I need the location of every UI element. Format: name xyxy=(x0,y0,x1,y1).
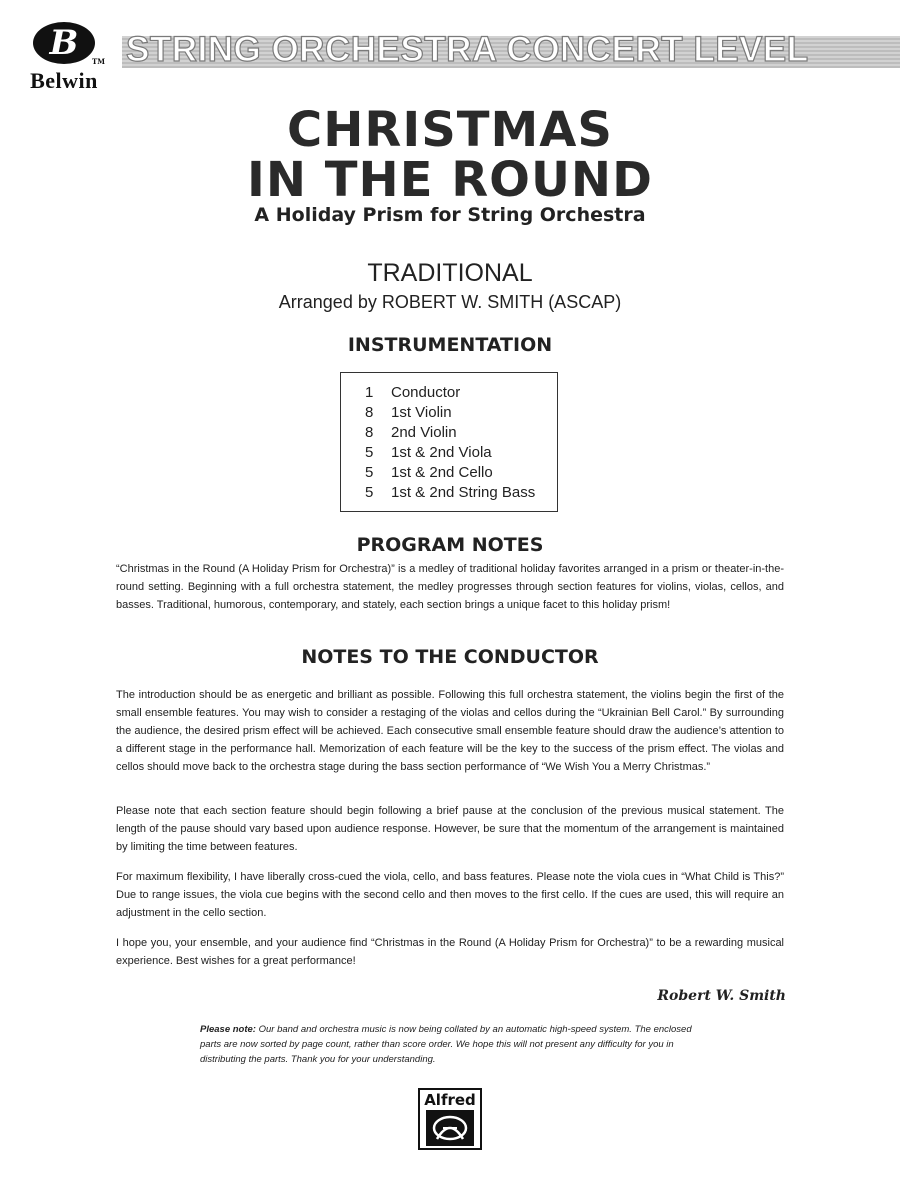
footnote-text: Our band and orchestra music is now being collated by an automatic high-speed system. The enclosed parts are now sorted by page count, rather than score order. We hope this will not present any difficulty for you in distributing the parts. Thank you for your understanding. xyxy=(200,1024,692,1065)
conductor-notes-paragraph: The introduction should be as energetic and brilliant as possible. Following this full orchestra statement, the violins begin the first of the small ensemble features. You may wish to consider a restaging of the violas and cellos during the “Ukrainian Bell Carol.” By surrounding the audience, the desired prism effect will be achieved. Each consecutive small ensemble feature should draw the audience’s attention to a different stage in the performance hall. Memorization of each feature will be the key to the success of the prism effect. The violas and cellos should move back to the orchestra stage during the bass section performance of “We Wish You a Merry Christmas.” xyxy=(116,689,784,773)
conductor-notes-paragraph: I hope you, your ensemble, and your audience find “Christmas in the Round (A Holiday Prism for Orchestra)” to be a rewarding musical experience. Best wishes for a great performance! xyxy=(116,937,784,967)
instrument-qty: 8 xyxy=(365,424,374,441)
instrument-qty: 5 xyxy=(365,444,374,461)
subtitle: A Holiday Prism for String Orchestra xyxy=(254,204,646,226)
conductor-notes-paragraph: For maximum flexibility, I have liberally cross-cued the viola, cello, and bass features. Please note the viola cues in “What Child is This?” Due to range issues, the viola cue begins with the second cello and then moves to the first cello. If the cues are used, this will require an adjustment in the cello section. xyxy=(116,871,784,919)
belwin-logo xyxy=(8,22,120,94)
instrument-row xyxy=(365,463,557,483)
title-line-2: IN THE ROUND xyxy=(247,152,653,208)
instrumentation-box xyxy=(340,372,558,512)
belwin-logo-mark xyxy=(33,22,105,66)
instrument-name: 1st Violin xyxy=(391,404,452,421)
belwin-logo-letter: B xyxy=(49,23,79,63)
instrument-name: 2nd Violin xyxy=(391,424,457,441)
conductor-notes-paragraph: Please note that each section feature should begin following a brief pause at the conclusion of the previous musical statement. The length of the pause should vary based upon audience response. However, be sure that the momentum of the arrangement is maintained by limiting the time between features. xyxy=(116,805,784,853)
program-notes-heading: PROGRAM NOTES xyxy=(356,534,544,556)
instrument-qty: 1 xyxy=(365,384,374,401)
instrument-qty: 5 xyxy=(365,484,374,501)
instrument-name: 1st & 2nd String Bass xyxy=(391,484,536,501)
arranger-credit: Arranged by ROBERT W. SMITH (ASCAP) xyxy=(278,292,622,312)
instrument-row xyxy=(365,483,557,503)
instrument-row xyxy=(365,443,557,463)
instrument-row xyxy=(365,423,557,443)
instrument-name: 1st & 2nd Cello xyxy=(391,464,493,481)
alfred-logo-text: Alfred xyxy=(424,1091,476,1109)
title-line-1: CHRISTMAS xyxy=(286,102,613,158)
footnote-label: Please note: xyxy=(200,1024,256,1035)
instrument-qty: 8 xyxy=(365,404,374,421)
belwin-logo-text: Belwin xyxy=(30,68,98,93)
collation-footnote xyxy=(200,1022,704,1067)
program-notes-text: “Christmas in the Round (A Holiday Prism for Orchestra)” is a medley of traditional holiday favorites arranged in a prism or theater-in-the-round setting. Beginning with a full orchestra statement, the medley progresses through section features for violins, violas, cellos, and basses. Traditional, humorous, contemporary, and stately, each section brings a unique facet to this holiday prism! xyxy=(116,563,784,611)
instrument-row xyxy=(365,383,557,403)
series-label: STRING ORCHESTRA CONCERT LEVEL xyxy=(126,30,809,69)
instrument-row xyxy=(365,403,557,423)
instrumentation-heading: INSTRUMENTATION xyxy=(347,334,553,356)
instrument-name: 1st & 2nd Viola xyxy=(391,444,492,461)
instrument-name: Conductor xyxy=(391,384,461,401)
alfred-logo-mark-icon xyxy=(426,1110,474,1146)
trademark-mark: TM xyxy=(92,57,105,66)
arranger-signature: Robert W. Smith xyxy=(657,988,786,1004)
conductor-notes-heading: NOTES TO THE CONDUCTOR xyxy=(301,646,599,668)
composer-credit: TRADITIONAL xyxy=(367,259,533,287)
instrument-qty: 5 xyxy=(365,464,374,481)
alfred-logo xyxy=(418,1088,482,1150)
